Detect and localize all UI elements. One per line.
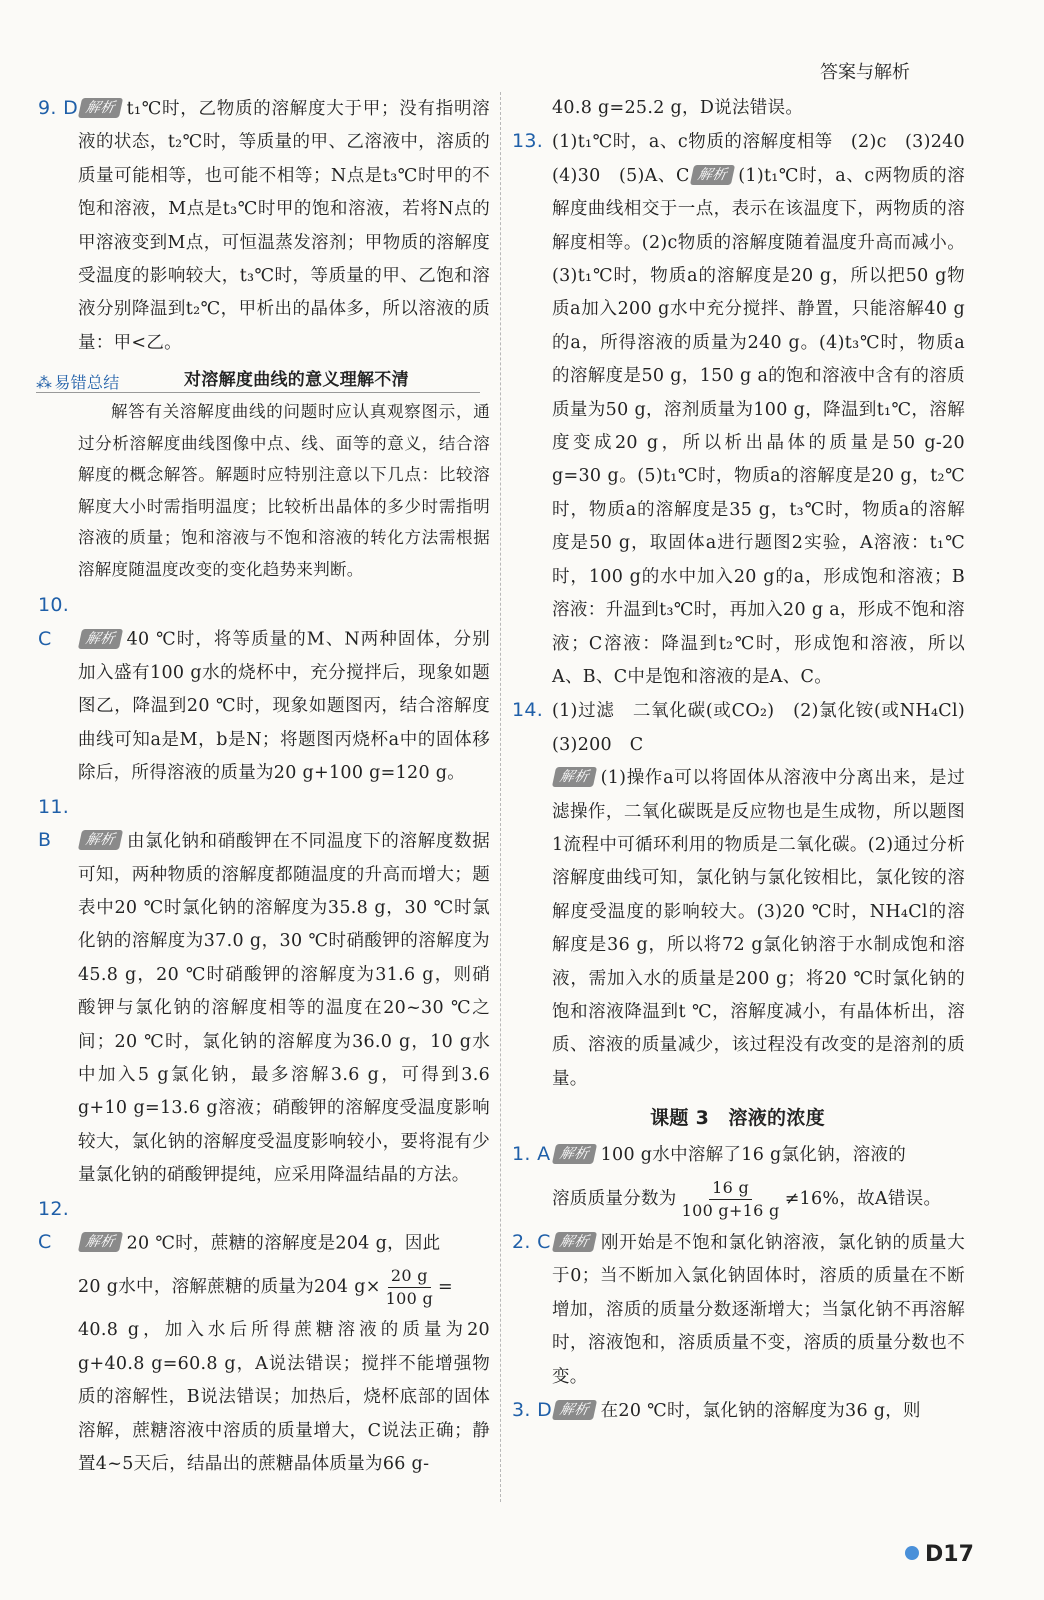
answer-text: t₁℃时，乙物质的溶解度大于甲；没有指明溶液的状态，t₂℃时，等质量的甲、乙溶液中，溶质的质量可能相等，也可能不相等；N点是t₃℃时甲的不饱和溶液，M点是t₃℃时甲的饱和溶液，若将N点的甲溶液变到M点，可恒温蒸发溶剂；甲物质的溶解度受温度的影响较大，t₃℃时，等质量的甲、乙饱和溶液分别降温到t₂℃，甲析出的晶体多，所以溶液的质量：甲<乙。: [78, 99, 490, 353]
answer-text: 在20 ℃时，氯化钠的溶解度为36 g，则: [600, 1401, 921, 1422]
answer-11: [36, 791, 490, 1193]
page-header: 答案与解析: [820, 62, 910, 83]
analysis-tag: 解析: [78, 98, 123, 118]
page-number: [905, 1542, 974, 1567]
answer-text: 由氯化钠和硝酸钾在不同温度下的溶解度数据可知，两种物质的溶解度都随温度的升高而增大；题表中20 ℃时氯化钠的溶解度为35.8 g，30 ℃时氯化钠的溶解度为37.0 g，30 ℃时硝酸钾的溶解度为45.8 g，20 ℃时硝酸钾的溶解度为31.6 g，则硝酸钾与氯化钠的溶解度相等的温度在20~30 ℃之间；20 ℃时，氯化钠的溶解度为36.0 g，10 g水中加入5 g氯化钠，最多溶解3.6 g，可得到3.6 g+10 g=13.6 g溶液；硝酸钾的溶解度受温度影响较大，氯化钠的溶解度受温度影响较小，要将混有少量氯化钠的硝酸钾提纯，应采用降温结晶的方法。: [78, 831, 490, 1186]
question-number: 14.: [512, 699, 544, 722]
page-dot-icon: [905, 1546, 919, 1560]
question-number: 13.: [512, 130, 544, 153]
answer-key: (1)过滤 二氧化碳(或CO₂) (2)氯化铵(或NH₄Cl) (3)200 C: [552, 701, 983, 755]
answer-text: ≠16%，故A错误。: [784, 1189, 942, 1209]
fraction-denominator: 100 g+16 g: [681, 1201, 780, 1220]
section-answer-2: [510, 1226, 965, 1394]
analysis-tag: 解析: [552, 1400, 597, 1420]
section-answer-1: [510, 1138, 965, 1226]
right-column: [510, 92, 983, 1428]
fraction-denominator: 100 g: [385, 1289, 434, 1309]
answer-text: (1)操作a可以将固体从溶液中分离出来，是过滤操作，二氧化碳既是反应物也是生成物，所以题图1流程中可循环利用的物质是二氧化碳。(2)通过分析溶解度曲线可知，氯化钠与氯化铵相比，氯化铵的溶解度受温度的影响较大。(3)20 ℃时，NH₄Cl的溶解度是36 g，所以将72 g氯化钠溶于水制成饱和溶液，需加入水的质量是200 g；将20 ℃时氯化钠的饱和溶液降温到t ℃，溶解度减小，有晶体析出，溶质、溶液的质量减少，该过程没有改变的是溶剂的质量。: [552, 768, 965, 1089]
answer-key: (1)t₁℃时，a、c物质的溶解度相等 (2)c (3)240 (4)30 (5)A、C: [552, 132, 983, 186]
tip-header: [36, 362, 490, 396]
analysis-tag: 解析: [78, 830, 123, 850]
analysis-tag: 解析: [552, 767, 597, 787]
analysis-tag: 解析: [78, 629, 123, 649]
question-number: 12. C: [38, 1197, 70, 1253]
question-number: 11. B: [38, 795, 70, 852]
bubble-icon: ⁂: [36, 373, 53, 393]
tip-rule: [36, 392, 480, 393]
answer-14: [510, 694, 983, 1096]
page-number-label: D17: [925, 1542, 974, 1567]
question-number: 1. A: [512, 1142, 551, 1165]
answer-text: 40.8 g，加入水后所得蔗糖溶液的质量为20 g+40.8 g=60.8 g，A说法错误；搅拌不能增强物质的溶解性，B说法错误；加热后，烧杯底部的固体溶解，蔗糖溶液中溶质的质量增大，C说法正确；静置4~5天后，结晶出的蔗糖晶体质量为66 g-: [78, 1320, 490, 1474]
question-number: 9. D: [38, 97, 78, 119]
analysis-tag: 解析: [78, 1232, 123, 1252]
fraction-numerator: 20 g: [388, 1265, 431, 1288]
column-divider: [500, 92, 501, 1502]
answer-text: 20 ℃时，蔗糖的溶解度是204 g，因此: [126, 1232, 441, 1253]
analysis-tag: 解析: [552, 1232, 597, 1252]
answer-9: [36, 92, 490, 360]
left-column: [36, 92, 490, 1481]
answer-12: [36, 1193, 490, 1482]
answer-10: [36, 589, 490, 790]
answer-13: [510, 125, 983, 694]
answer-text: 溶质质量分数为: [552, 1189, 677, 1209]
question-number: 3. D: [512, 1399, 552, 1422]
answer-12-continued: 40.8 g=25.2 g，D说法错误。: [552, 98, 804, 118]
analysis-tag: 解析: [690, 165, 735, 185]
analysis-tag: 解析: [552, 1144, 597, 1164]
answer-text: 100 g水中溶解了16 g氯化钠，溶液的: [600, 1144, 907, 1165]
tip-badge-label: 易错总结: [54, 373, 120, 393]
tip-title: 对溶解度曲线的意义理解不清: [184, 370, 409, 391]
question-number: 10. C: [38, 594, 70, 650]
section-title: 课题 3 溶液的浓度: [650, 1107, 825, 1130]
answer-text: 40 ℃时，将等质量的M、N两种固体，分别加入盛有100 g水的烧杯中，充分搅拌后，现象如题图乙，降温到20 ℃时，现象如题图丙，结合溶解度曲线可知a是M，b是N；将题图丙烧杯a中的固体移除后，所得溶液的质量为20 g+100 g=120 g。: [78, 629, 490, 784]
equals-sign: =: [438, 1277, 454, 1298]
answer-text: 20 g水中，溶解蔗糖的质量为204 g×: [78, 1277, 381, 1298]
fraction: [383, 1265, 436, 1310]
question-number: 2. C: [512, 1231, 551, 1253]
answer-text: (1)t₁℃时，a、c两物质的溶解度曲线相交于一点，表示在该温度下，两物质的溶解度相等。(2)c物质的溶解度随着温度升高而减小。(3)t₁℃时，物质a的溶解度是20 g，所以把50 g物质a加入200 g水中充分搅拌、静置，只能溶解40 g的a，所得溶液的质量为240 g。(4)t₃℃时，物质a的溶解度是50 g，150 g a的饱和溶液中含有的溶质质量为50 g，溶剂质量为100 g，降温到t₁℃，溶解度变成20 g，所以析出晶体的质量是50 g-20 g=30 g。(5)t₁℃时，物质a的溶解度是20 g，t₂℃时，物质a的溶解度是35 g，t₃℃时，物质a的溶解度是50 g，取固体a进行题图2实验，A溶液：t₁℃时，100 g的水中加入20 g的a，形成饱和溶液；B溶液：升温到t₃℃时，再加入20 g a，形成不饱和溶液；C溶液：降温到t₂℃时，形成饱和溶液，所以A、B、C中是饱和溶液的是A、C。: [552, 165, 965, 687]
section-answer-3: [510, 1394, 965, 1428]
tip-body: 解答有关溶解度曲线的问题时应认真观察图示，通过分析溶解度曲线图像中点、线、面等的意义，结合溶解度的概念解答。解题时应特别注意以下几点：比较溶解度大小时需指明温度；比较析出晶体的多少时需指明溶液的质量；饱和溶液与不饱和溶液的转化方法需根据溶解度随温度改变的变化趋势来判断。: [78, 402, 490, 579]
answer-text: 刚开始是不饱和氯化钠溶液，氯化钠的质量大于0；当不断加入氯化钠固体时，溶质的质量在不断增加，溶质的质量分数逐渐增大；当氯化钠不再溶解时，溶液饱和，溶质质量不变，溶质的质量分数也不变。: [552, 1233, 965, 1387]
fraction: [679, 1177, 783, 1222]
fraction-numerator: 16 g: [709, 1177, 752, 1200]
tip-badge: [36, 366, 120, 399]
